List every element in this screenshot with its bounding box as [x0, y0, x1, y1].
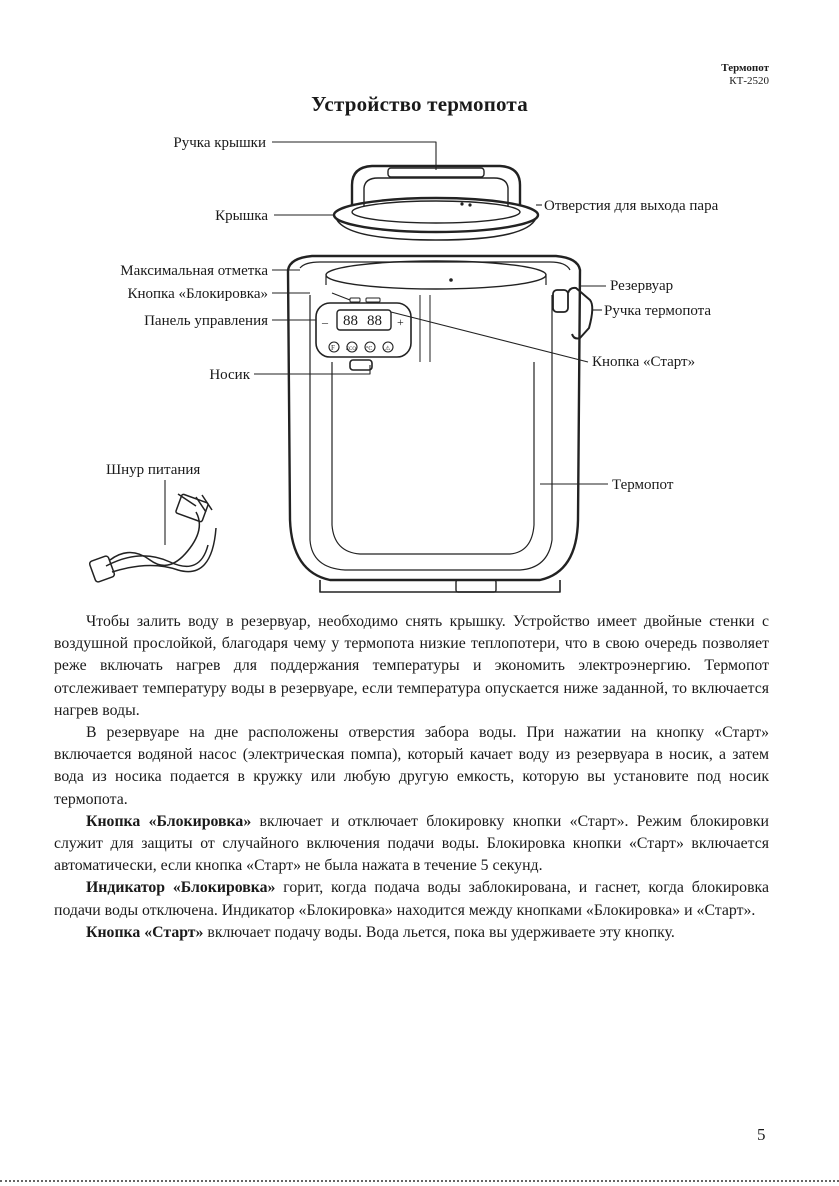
paragraph-text: Чтобы залить воду в резервуар, необходимо снять крышку. Устройство имеет двойные стенки с воздушной прослойкой, благодаря чему у термопота низкие теплопотери, что в свою очередь позволяет реже включать нагрев для поддержания температуры и экономить электроэнергию. Термопот отслеживает температуру воды в резервуаре, если температура опускается ниже заданной, то включается нагрев воды. — [54, 613, 769, 719]
panel-button-warning: ⚠ — [385, 346, 391, 352]
label-lid-handle: Ручка крышки — [173, 135, 266, 151]
paragraph-text: горит, когда подача воды заблокирована, и гаснет, когда блокировка подачи воды отключена. Индикатор «Блокировка» находится между кнопками «Блокировка» и «Старт». — [54, 879, 769, 919]
paragraph-lead: Индикатор «Блокировка» — [86, 879, 276, 897]
panel-button-celsius: °C — [366, 346, 373, 352]
paragraph-text: включает и отключает блокировку кнопки «Старт». Режим блокировки служит для защиты от случайного включения подачи воды. Блокировка кнопки «Старт» включается автоматически, если кнопка «Старт» не была нажата в течение 5 секунд. — [54, 812, 769, 875]
label-start-button: Кнопка «Старт» — [592, 354, 696, 370]
paragraph-text: включает подачу воды. Вода льется, пока вы удерживаете эту кнопку. — [203, 923, 675, 941]
paragraph — [54, 811, 769, 878]
panel-button-f: F — [331, 344, 335, 352]
body-text — [54, 611, 769, 944]
label-thermopot: Термопот — [612, 477, 674, 493]
panel-button-eco: ECO — [346, 347, 356, 352]
label-spout: Носик — [209, 367, 250, 383]
header-title: Термопот — [721, 62, 769, 74]
label-steam-holes: Отверстия для выхода пара — [544, 198, 719, 214]
paragraph — [54, 722, 769, 811]
spout-drawing — [350, 360, 372, 370]
panel-display-left: 88 — [343, 313, 358, 329]
paragraph-text: В резервуаре на дне расположены отверстия забора воды. При нажатии на кнопку «Старт» включается водяной насос (электрическая помпа), который качает воду из резервуара в носик, а затем вода из носика подается в кружку или любую другую емкость, которую вы установите под носик термопота. — [54, 724, 769, 808]
lid-drawing — [334, 198, 538, 232]
panel-plus: + — [397, 315, 404, 329]
paragraph-lead: Кнопка «Старт» — [86, 923, 204, 941]
paragraph — [54, 877, 769, 921]
label-control-panel: Панель управления — [144, 313, 268, 329]
paragraph — [54, 922, 769, 944]
page-title: Устройство термопота — [311, 92, 528, 116]
power-cord-drawing — [89, 494, 216, 583]
label-reservoir: Резервуар — [610, 278, 674, 294]
label-max-mark: Максимальная отметка — [120, 263, 268, 279]
label-pot-handle: Ручка термопота — [604, 303, 712, 319]
bottom-divider — [0, 1180, 839, 1182]
header-model-number: КТ-2520 — [729, 75, 769, 87]
panel-minus: – — [322, 315, 328, 329]
label-lock-button: Кнопка «Блокировка» — [127, 286, 268, 302]
label-lid: Крышка — [215, 208, 268, 224]
paragraph — [54, 611, 769, 722]
panel-display-right: 88 — [367, 313, 382, 329]
page-number: 5 — [757, 1125, 766, 1144]
paragraph-lead: Кнопка «Блокировка» — [86, 812, 252, 830]
label-power-cord: Шнур питания — [106, 462, 201, 478]
